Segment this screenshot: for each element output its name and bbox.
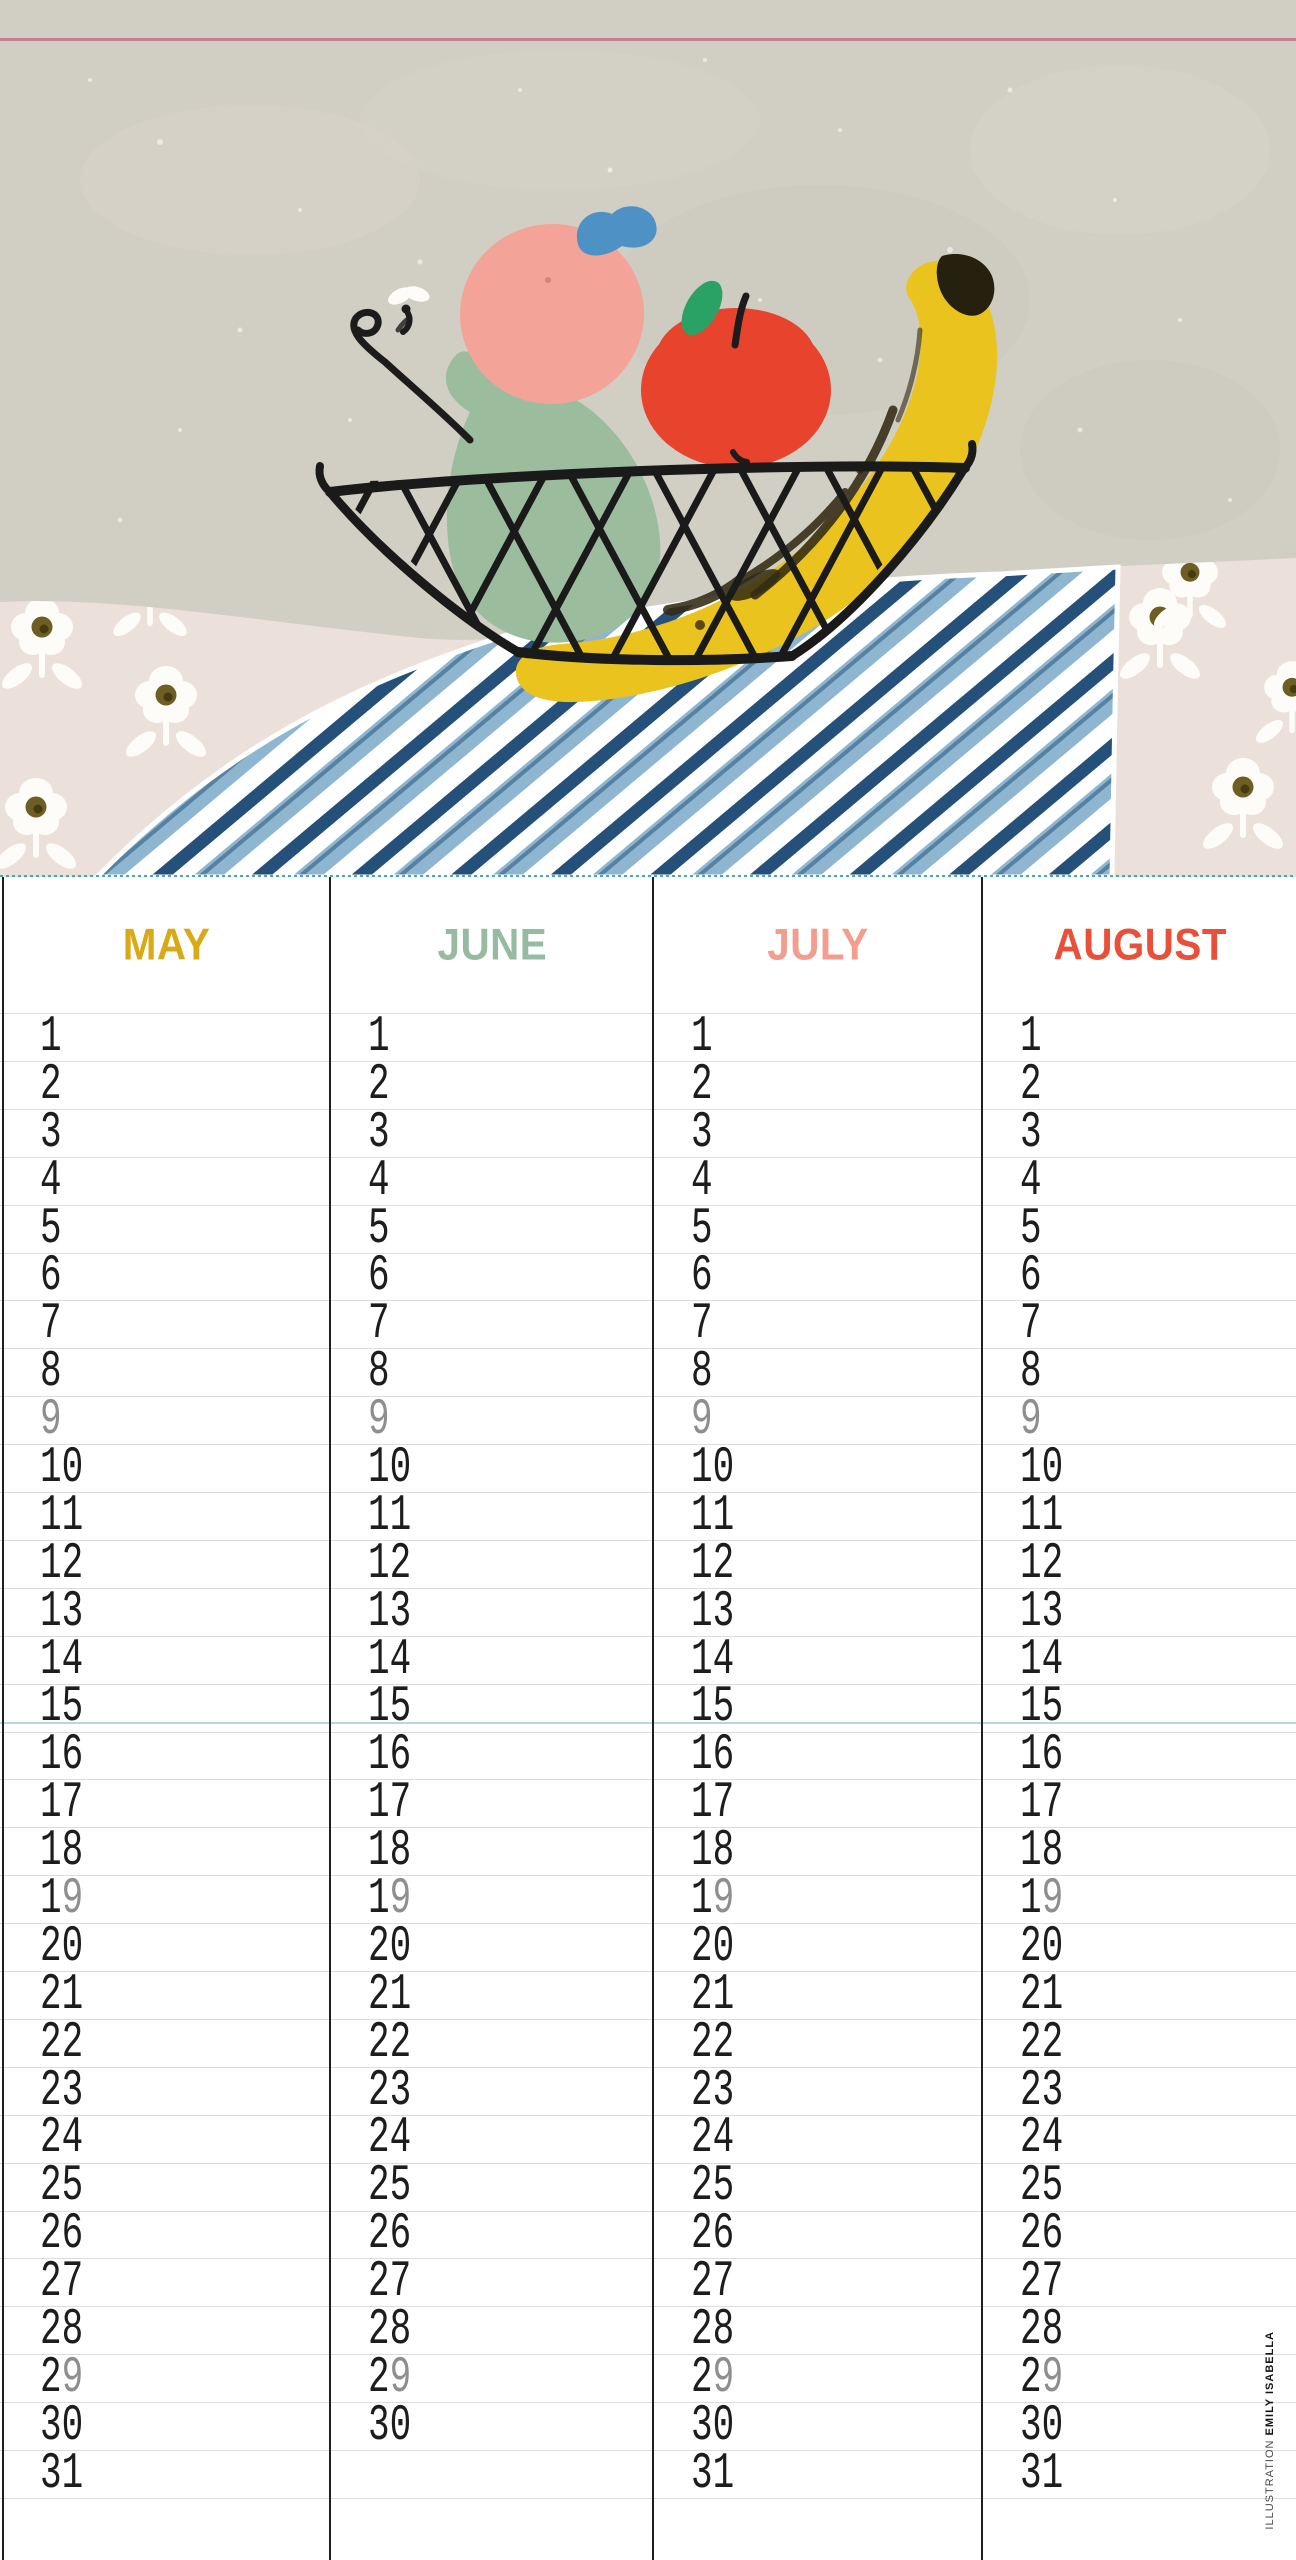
day-number: 13: [368, 1581, 412, 1641]
day-cell: [984, 1102, 1296, 1162]
day-number: 15: [1020, 1677, 1064, 1736]
credit-label: ILLUSTRATION: [1264, 2439, 1276, 2530]
day-number: 17: [40, 1773, 84, 1832]
day-number: 12: [1020, 1533, 1064, 1593]
day-cell: [984, 1055, 1296, 1114]
day-number: 12: [40, 1533, 84, 1593]
day-cell: [4, 1677, 329, 1736]
day-number: 18: [368, 1821, 412, 1880]
day-cell: [4, 1102, 329, 1162]
day-number: 5: [1020, 1198, 1042, 1257]
day-cell: [655, 1869, 981, 1928]
day-cell: [4, 1533, 329, 1593]
day-cell: [332, 1869, 652, 1928]
month-title-text: JUNE: [437, 919, 547, 970]
day-number: 11: [40, 1486, 84, 1545]
day-cell: [984, 1007, 1296, 1066]
day-number: 2: [368, 1055, 390, 1114]
day-number: 25: [1020, 2156, 1064, 2215]
day-number: 15: [40, 1677, 84, 1736]
day-cell: [984, 1486, 1296, 1545]
day-number: 6: [40, 1246, 62, 1305]
day-number: 23: [368, 2060, 412, 2119]
day-cell: [4, 1438, 329, 1497]
day-cell: [984, 1773, 1296, 1832]
day-cell: [332, 1677, 652, 1736]
illustration-credit: [1264, 2331, 1276, 2530]
day-cell: [4, 2395, 329, 2455]
day-cell: [332, 2204, 652, 2263]
day-number: 18: [40, 1821, 84, 1880]
day-number: 11: [1020, 1486, 1064, 1545]
day-number: 14: [691, 1629, 735, 1688]
day-number: 14: [40, 1629, 84, 1688]
day-number: 3: [691, 1102, 713, 1162]
day-cell: [332, 1150, 652, 1210]
day-number: 12: [368, 1533, 412, 1593]
day-number: 22: [1020, 2012, 1064, 2072]
calendar-artwork: [0, 0, 1296, 877]
day-cell: [4, 2300, 329, 2359]
day-number: 5: [691, 1198, 713, 1257]
day-number: 16: [40, 1725, 84, 1784]
day-cell: [4, 1150, 329, 1210]
day-number: 11: [691, 1486, 735, 1545]
day-cell: [332, 2300, 652, 2359]
day-number: 15: [368, 1677, 412, 1736]
day-cell: [4, 1246, 329, 1305]
day-cell: [4, 2204, 329, 2263]
day-number: 14: [1020, 1629, 1064, 1688]
day-number: 12: [691, 1533, 735, 1593]
day-number: 16: [368, 1725, 412, 1784]
day-number: 1: [40, 1007, 62, 1066]
day-number: 13: [1020, 1581, 1064, 1641]
day-number: 8: [368, 1342, 390, 1401]
day-cell: [655, 1342, 981, 1401]
day-cell: [655, 1486, 981, 1545]
day-number: 28: [691, 2300, 735, 2359]
day-cell: [655, 2395, 981, 2455]
day-cell: [4, 1964, 329, 2024]
day-number: 7: [691, 1294, 713, 1353]
day-cell: [332, 1486, 652, 1545]
day-number: 1: [1020, 1007, 1042, 1066]
day-number: 19: [691, 1869, 735, 1928]
day-number: 31: [40, 2443, 84, 2503]
day-number: 4: [368, 1150, 390, 1210]
day-cell: [984, 1917, 1296, 1976]
day-number: 2: [1020, 1055, 1042, 1114]
day-cell: [332, 1102, 652, 1162]
day-cell: [332, 2348, 652, 2407]
day-number: 23: [1020, 2060, 1064, 2119]
day-number: 6: [368, 1246, 390, 1305]
day-cell: [984, 1390, 1296, 1449]
day-number: 7: [1020, 1294, 1042, 1353]
day-cell: [332, 1725, 652, 1784]
day-number: 24: [691, 2108, 735, 2167]
day-cell: [332, 1246, 652, 1305]
day-cell: [984, 1677, 1296, 1736]
day-cell: [4, 1725, 329, 1784]
day-number: 15: [691, 1677, 735, 1736]
day-cell: [4, 1581, 329, 1641]
day-number: 23: [691, 2060, 735, 2119]
month-title-text: MAY: [122, 919, 211, 970]
day-number: 21: [40, 1964, 84, 2024]
column-divider: [652, 877, 654, 2560]
day-number: 13: [691, 1581, 735, 1641]
day-cell: [984, 2012, 1296, 2072]
day-cell: [984, 1581, 1296, 1641]
month-title: [984, 877, 1296, 1013]
day-cell: [332, 1390, 652, 1449]
day-cell: [4, 1390, 329, 1449]
day-cell: [4, 1055, 329, 1114]
day-cell: [655, 2252, 981, 2311]
day-number: 18: [1020, 1821, 1064, 1880]
day-number: 9: [691, 1390, 713, 1449]
day-number: 1: [691, 1007, 713, 1066]
day-cell: [4, 1486, 329, 1545]
day-number: 29: [1020, 2348, 1064, 2407]
accent-line: [0, 38, 1296, 41]
day-number: 19: [40, 1869, 84, 1928]
day-cell: [655, 1917, 981, 1976]
day-cell: [984, 2204, 1296, 2263]
day-cell: [655, 1725, 981, 1784]
day-number: 18: [691, 1821, 735, 1880]
day-number: 27: [1020, 2252, 1064, 2311]
column-divider: [329, 877, 331, 2560]
day-number: 29: [40, 2348, 84, 2407]
day-cell: [984, 2443, 1296, 2503]
day-cell: [655, 2443, 981, 2503]
day-number: 24: [1020, 2108, 1064, 2167]
day-number: 31: [691, 2443, 735, 2503]
day-cell: [4, 1869, 329, 1928]
day-cell: [984, 1964, 1296, 2024]
month-title-text: JULY: [767, 919, 869, 970]
day-number: 21: [1020, 1964, 1064, 2024]
day-number: 22: [691, 2012, 735, 2072]
column-divider: [981, 877, 983, 2560]
day-number: 10: [691, 1438, 735, 1497]
day-cell: [332, 1821, 652, 1880]
day-number: 28: [1020, 2300, 1064, 2359]
day-number: 16: [1020, 1725, 1064, 1784]
day-number: 24: [368, 2108, 412, 2167]
day-cell: [984, 1150, 1296, 1210]
day-cell: [4, 2012, 329, 2072]
day-number: 20: [368, 1917, 412, 1976]
day-number: 28: [368, 2300, 412, 2359]
day-number: 2: [691, 1055, 713, 1114]
day-number: 7: [368, 1294, 390, 1353]
day-number: 25: [691, 2156, 735, 2215]
day-cell: [332, 1581, 652, 1641]
day-cell: [332, 1964, 652, 2024]
day-number: 30: [691, 2395, 735, 2455]
day-number: 22: [40, 2012, 84, 2072]
day-cell: [332, 2395, 652, 2455]
day-number: 6: [1020, 1246, 1042, 1305]
day-cell: [332, 1917, 652, 1976]
day-number: 10: [368, 1438, 412, 1497]
day-cell: [4, 1342, 329, 1401]
day-number: 21: [368, 1964, 412, 2024]
day-number: 27: [40, 2252, 84, 2311]
day-cell: [4, 2443, 329, 2503]
day-number: 9: [40, 1390, 62, 1449]
day-cell: [655, 1007, 981, 1066]
day-cell: [984, 1533, 1296, 1593]
day-number: 11: [368, 1486, 412, 1545]
day-number: 21: [691, 1964, 735, 2024]
day-cell: [332, 1438, 652, 1497]
day-cell: [655, 1677, 981, 1736]
day-cell: [984, 1342, 1296, 1401]
day-number: 26: [691, 2204, 735, 2263]
month-column-june: [332, 877, 652, 2560]
day-cell: [984, 2252, 1296, 2311]
day-cell: [4, 1773, 329, 1832]
day-cell: [984, 1246, 1296, 1305]
credit-name: EMILY ISABELLA: [1264, 2331, 1276, 2436]
day-number: 3: [40, 1102, 62, 1162]
day-cell: [4, 2252, 329, 2311]
day-number: 30: [40, 2395, 84, 2455]
day-cell: [655, 2012, 981, 2072]
day-number: 1: [368, 1007, 390, 1066]
day-cell: [655, 1390, 981, 1449]
day-cell: [332, 2156, 652, 2215]
day-cell: [655, 1246, 981, 1305]
day-number: 20: [691, 1917, 735, 1976]
day-number: 14: [368, 1629, 412, 1688]
day-cell: [332, 1773, 652, 1832]
month-title: [655, 877, 981, 1013]
day-cell: [4, 1007, 329, 1066]
day-cell: [4, 1917, 329, 1976]
day-number: 3: [1020, 1102, 1042, 1162]
day-cell: [332, 1007, 652, 1066]
day-number: 24: [40, 2108, 84, 2167]
day-cell: [655, 1102, 981, 1162]
day-cell: [655, 2348, 981, 2407]
month-title: [332, 877, 652, 1013]
day-number: 10: [1020, 1438, 1064, 1497]
day-cell: [984, 1869, 1296, 1928]
day-cell: [332, 1533, 652, 1593]
month-title-text: AUGUST: [1053, 919, 1227, 970]
day-cell: [984, 1725, 1296, 1784]
day-cell: [984, 1821, 1296, 1880]
day-number: 19: [1020, 1869, 1064, 1928]
day-cell: [655, 1150, 981, 1210]
day-cell: [4, 2348, 329, 2407]
day-cell: [984, 2156, 1296, 2215]
day-cell: [4, 2156, 329, 2215]
day-cell: [984, 2395, 1296, 2455]
day-number: 29: [691, 2348, 735, 2407]
day-number: 27: [368, 2252, 412, 2311]
day-number: 17: [368, 1773, 412, 1832]
day-number: 19: [368, 1869, 412, 1928]
day-number: 26: [1020, 2204, 1064, 2263]
day-cell: [655, 2156, 981, 2215]
day-number: 8: [1020, 1342, 1042, 1401]
day-number: 6: [691, 1246, 713, 1305]
day-cell: [655, 1964, 981, 2024]
day-cell: [655, 1533, 981, 1593]
day-cell: [4, 1294, 329, 1353]
day-number: 31: [1020, 2443, 1064, 2503]
day-cell: [332, 2012, 652, 2072]
day-number: 29: [368, 2348, 412, 2407]
day-number: 20: [1020, 1917, 1064, 1976]
column-divider: [2, 877, 4, 2560]
day-number: 23: [40, 2060, 84, 2119]
day-number: 26: [368, 2204, 412, 2263]
day-number: 5: [40, 1198, 62, 1257]
day-cell: [332, 2252, 652, 2311]
day-number: 27: [691, 2252, 735, 2311]
fruit-basket-illustration: [0, 0, 1296, 877]
day-cell: [332, 1294, 652, 1353]
day-cell: [655, 1438, 981, 1497]
day-cell: [655, 1055, 981, 1114]
day-cell: [655, 2204, 981, 2263]
day-number: 25: [368, 2156, 412, 2215]
day-number: 4: [40, 1150, 62, 1210]
day-number: 9: [1020, 1390, 1042, 1449]
day-number: 9: [368, 1390, 390, 1449]
day-number: 30: [1020, 2395, 1064, 2455]
day-number: 3: [368, 1102, 390, 1162]
day-number: 28: [40, 2300, 84, 2359]
day-cell: [332, 1055, 652, 1114]
day-number: 22: [368, 2012, 412, 2072]
day-cell: [655, 1294, 981, 1353]
day-cell: [332, 1342, 652, 1401]
day-number: 30: [368, 2395, 412, 2455]
day-number: 2: [40, 1055, 62, 1114]
day-number: 20: [40, 1917, 84, 1976]
day-number: 8: [691, 1342, 713, 1401]
day-number: 17: [691, 1773, 735, 1832]
month-title: [4, 877, 329, 1013]
day-number: 13: [40, 1581, 84, 1641]
day-cell: [4, 1821, 329, 1880]
day-cell: [655, 1773, 981, 1832]
day-number: 16: [691, 1725, 735, 1784]
day-number: 17: [1020, 1773, 1064, 1832]
day-number: 26: [40, 2204, 84, 2263]
day-number: 4: [691, 1150, 713, 1210]
day-cell: [655, 1581, 981, 1641]
day-number: 8: [40, 1342, 62, 1401]
day-number: 7: [40, 1294, 62, 1353]
day-cell: [655, 1821, 981, 1880]
month-column-may: [4, 877, 329, 2560]
day-number: 5: [368, 1198, 390, 1257]
calendar-grid: [0, 877, 1296, 2560]
day-cell: [984, 2300, 1296, 2359]
day-number: 4: [1020, 1150, 1042, 1210]
day-number: 25: [40, 2156, 84, 2215]
month-column-july: [655, 877, 981, 2560]
day-number: 10: [40, 1438, 84, 1497]
month-column-august: [984, 877, 1296, 2560]
day-cell: [984, 1438, 1296, 1497]
day-cell: [655, 2300, 981, 2359]
day-cell: [984, 1294, 1296, 1353]
